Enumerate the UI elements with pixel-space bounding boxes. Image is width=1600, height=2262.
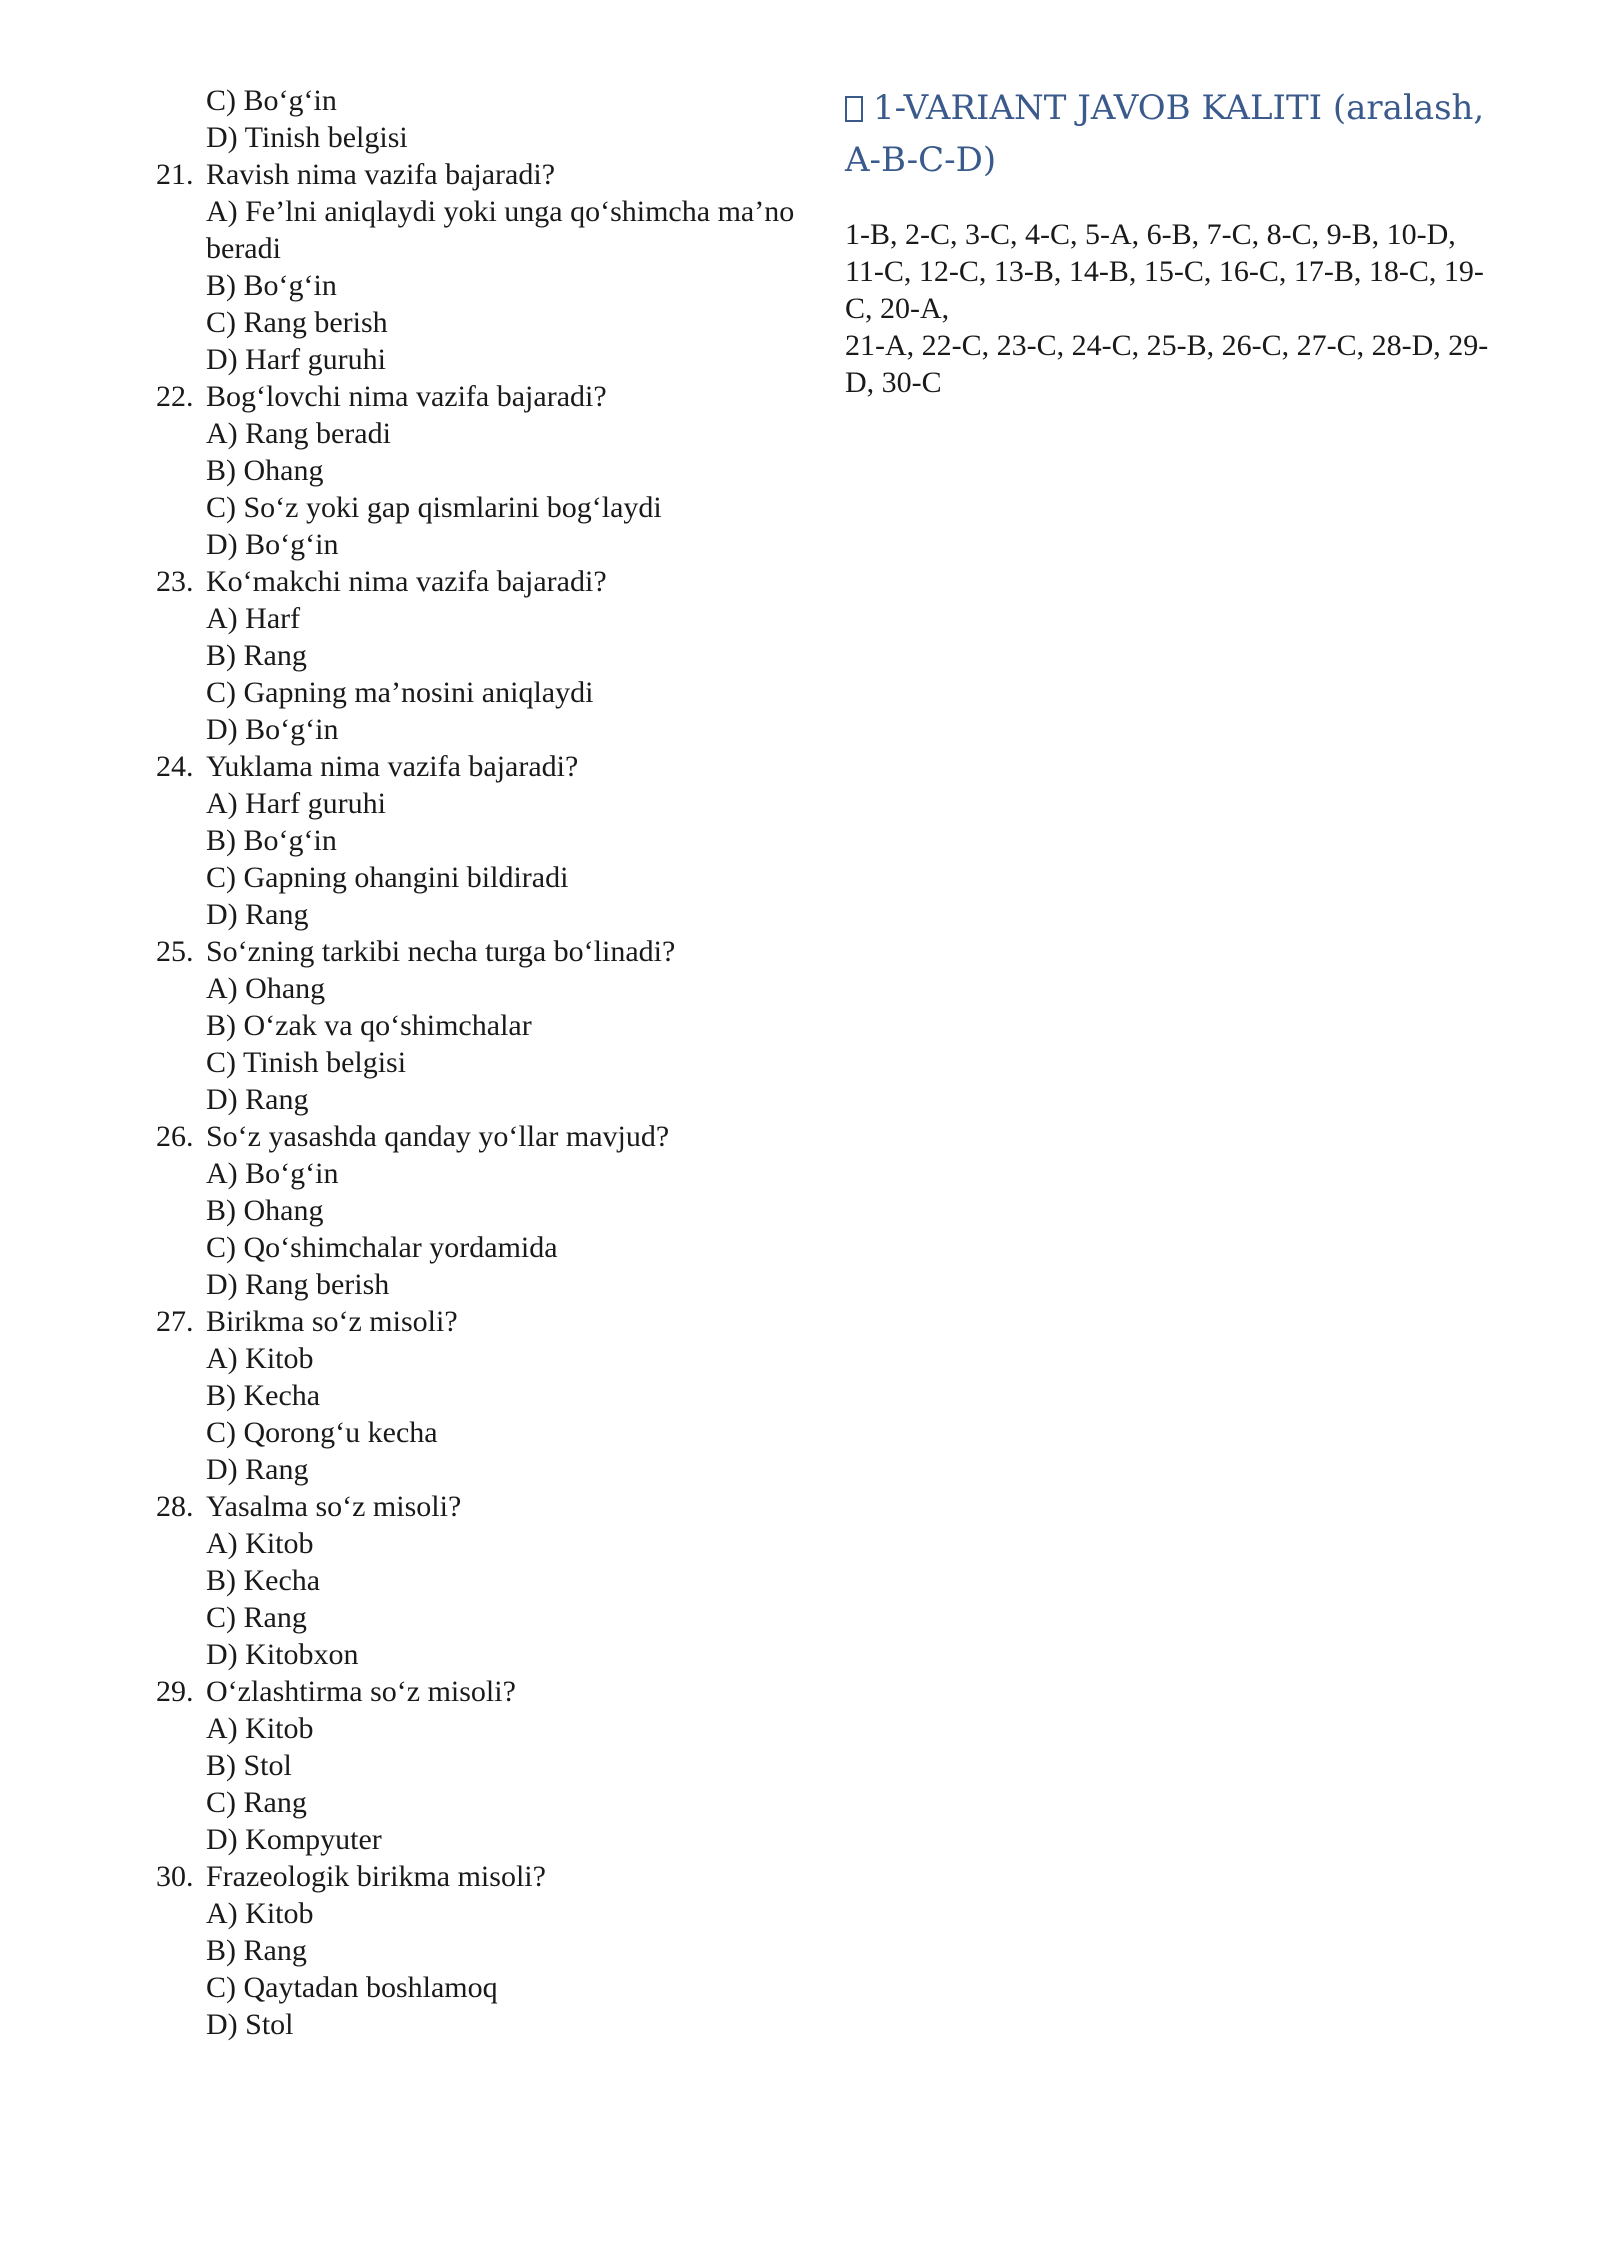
question-text: Ko‘makchi nima vazifa bajaradi? [206,565,607,598]
answer-key-list [845,216,1505,401]
question-30 [156,1858,796,2043]
question-number: 22. [156,380,194,413]
question-number: 27. [156,1305,194,1338]
option: A) Kitob [206,1897,314,1930]
option: A) Ohang [206,972,326,1005]
question-number: 21. [156,158,194,191]
option: A) Rang beradi [206,417,391,450]
question-text: So‘zning tarkibi necha turga bo‘linadi? [206,935,676,968]
option: C) Qorong‘u kecha [206,1416,438,1449]
question-number: 30. [156,1860,194,1893]
option: A) Fe’lni aniqlaydi yoki unga qo‘shimcha ma’no beradi [206,195,795,265]
option: C) Tinish belgisi [206,1046,407,1079]
option: D) Rang [206,1083,309,1116]
option: D) Stol [206,2008,294,2041]
option: A) Bo‘g‘in [206,1157,339,1190]
question-text: Bog‘lovchi nima vazifa bajaradi? [206,380,607,413]
option: A) Kitob [206,1342,314,1375]
option: A) Harf guruhi [206,787,386,820]
option: D) Rang berish [206,1268,390,1301]
option: D) Kitobxon [206,1638,359,1671]
option: C) Bo‘g‘in [206,84,337,117]
option: C) Rang [206,1601,307,1634]
option: D) Rang [206,898,309,931]
option: D) Harf guruhi [206,343,386,376]
option: B) Bo‘g‘in [206,824,337,857]
option: B) Ohang [206,454,324,487]
option: D) Bo‘g‘in [206,528,339,561]
question-23 [156,563,796,748]
option: A) Kitob [206,1527,314,1560]
answer-key-line: 11-C, 12-C, 13-B, 14-B, 15-C, 16-C, 17-B, 18-C, 19-C, 20-A, [845,255,1484,325]
answer-key-line: 21-A, 22-C, 23-C, 24-C, 25-B, 26-C, 27-C, 28-D, 29-D, 30-C [845,329,1489,399]
question-number: 25. [156,935,194,968]
option: B) Stol [206,1749,292,1782]
question-21 [156,156,796,378]
option: C) Qo‘shimchalar yordamida [206,1231,558,1264]
option: D) Tinish belgisi [206,121,408,154]
question-number: 24. [156,750,194,783]
option: C) Rang berish [206,306,388,339]
question-number: 28. [156,1490,194,1523]
option: B) Kecha [206,1379,321,1412]
question-28 [156,1488,796,1673]
option: C) Rang [206,1786,307,1819]
option: B) O‘zak va qo‘shimchalar [206,1009,532,1042]
question-20-continued [156,82,796,156]
question-25 [156,933,796,1118]
answer-key-line: 1-B, 2-C, 3-C, 4-C, 5-A, 6-B, 7-C, 8-C, 9-B, 10-D, [845,218,1456,251]
question-26 [156,1118,796,1303]
option: B) Kecha [206,1564,321,1597]
answer-key-column [845,82,1505,401]
questions-column [156,82,796,2043]
option: D) Bo‘g‘in [206,713,339,746]
question-27 [156,1303,796,1488]
option: B) Ohang [206,1194,324,1227]
option: A) Kitob [206,1712,314,1745]
option: C) Gapning ma’nosini aniqlaydi [206,676,594,709]
question-number: 26. [156,1120,194,1153]
answer-key-title [845,82,1505,186]
option: D) Rang [206,1453,309,1486]
document-icon [845,96,863,122]
question-22 [156,378,796,563]
option: B) Bo‘g‘in [206,269,337,302]
question-text: O‘zlashtirma so‘z misoli? [206,1675,516,1708]
option: C) Qaytadan boshlamoq [206,1971,498,2004]
question-number: 23. [156,565,194,598]
option: D) Kompyuter [206,1823,382,1856]
question-text: Frazeologik birikma misoli? [206,1860,546,1893]
answer-key-title-text: 1-VARIANT JAVOB KALITI (aralash, A-B-C-D) [845,88,1485,180]
option: A) Harf [206,602,301,635]
question-text: Ravish nima vazifa bajaradi? [206,158,556,191]
question-text: Yasalma so‘z misoli? [206,1490,462,1523]
question-29 [156,1673,796,1858]
option: C) Gapning ohangini bildiradi [206,861,569,894]
question-number: 29. [156,1675,194,1708]
option: B) Rang [206,1934,307,1967]
option: C) So‘z yoki gap qismlarini bog‘laydi [206,491,662,524]
question-text: Yuklama nima vazifa bajaradi? [206,750,579,783]
question-24 [156,748,796,933]
option: B) Rang [206,639,307,672]
question-text: So‘z yasashda qanday yo‘llar mavjud? [206,1120,670,1153]
question-text: Birikma so‘z misoli? [206,1305,458,1338]
